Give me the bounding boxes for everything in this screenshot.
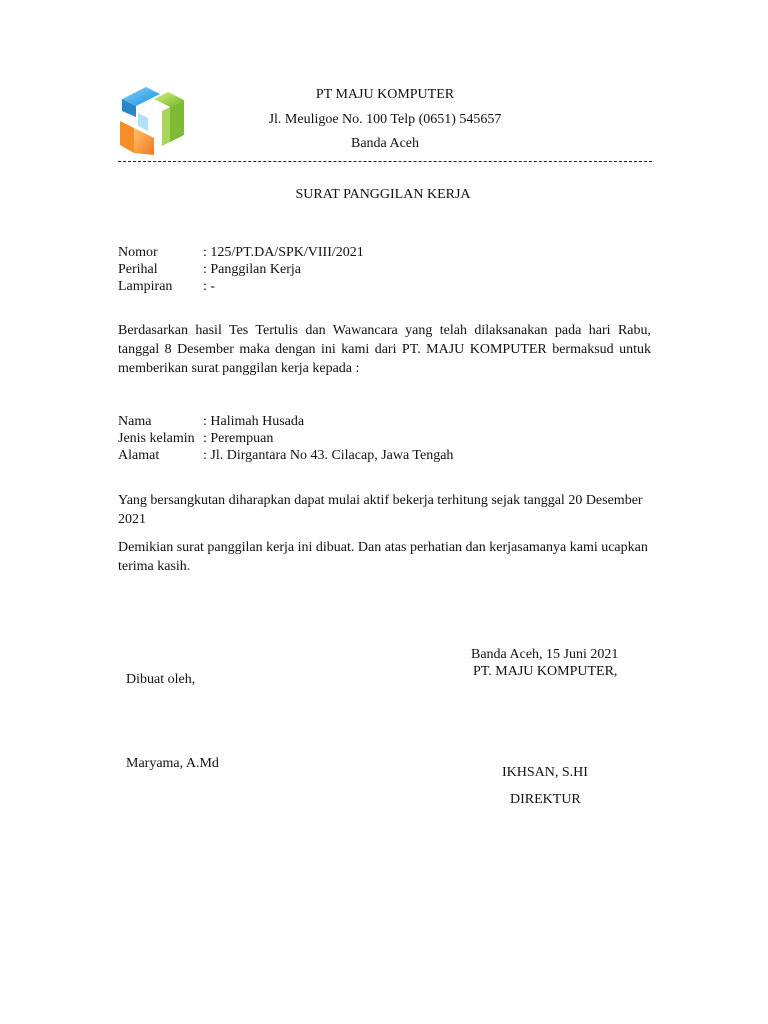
- recipient-value: : Jl. Dirgantara No 43. Cilacap, Jawa Tengah: [203, 448, 454, 463]
- company-name: PT MAJU KOMPUTER: [315, 87, 455, 102]
- place-date: Banda Aceh, 15 Juni 2021: [471, 647, 619, 662]
- recipient-row: [118, 413, 658, 430]
- recipient-row: [118, 447, 658, 464]
- meta-value: : 125/PT.DA/SPK/VIII/2021: [203, 245, 364, 260]
- recipient-key: Nama: [118, 414, 152, 429]
- meta-value: : Panggilan Kerja: [203, 262, 301, 277]
- company-city: Banda Aceh: [350, 136, 420, 151]
- company-logo-icon: [118, 83, 188, 157]
- meta-row: [118, 261, 658, 278]
- signer-name: IKHSAN, S.HI: [502, 765, 588, 780]
- meta-key: Perihal: [118, 262, 158, 277]
- recipient-key: Jenis kelamin: [118, 431, 195, 446]
- signing-company: PT. MAJU KOMPUTER,: [473, 664, 618, 679]
- recipient-row: [118, 430, 658, 447]
- meta-value: : -: [203, 279, 216, 294]
- meta-row: [118, 278, 658, 295]
- signer-position: DIREKTUR: [510, 792, 581, 807]
- meta-key: Nomor: [118, 245, 158, 260]
- intro-paragraph: Berdasarkan hasil Tes Tertulis dan Wawancara yang telah dilaksanakan pada hari Rabu, tanggal 8 Desember maka dengan ini kami dari PT. MAJU KOMPUTER bermaksud untuk memberikan surat panggilan kerja kepada :: [118, 323, 651, 376]
- company-address: Jl. Meuligoe No. 100 Telp (0651) 545657: [268, 112, 502, 127]
- recipient-key: Alamat: [118, 448, 160, 463]
- prepared-by-label: Dibuat oleh,: [126, 672, 196, 687]
- meta-key: Lampiran: [118, 279, 173, 294]
- closing-paragraph: Demikian surat panggilan kerja ini dibuat. Dan atas perhatian dan kerjasamanya kami ucapkan terima kasih.: [118, 540, 648, 574]
- header-divider: [118, 161, 652, 162]
- recipient-value: : Halimah Husada: [203, 414, 305, 429]
- preparer-name: Maryama, A.Md: [126, 756, 219, 771]
- letter-title: SURAT PANGGILAN KERJA: [295, 187, 471, 202]
- recipient-value: : Perempuan: [203, 431, 274, 446]
- meta-row: [118, 244, 658, 261]
- start-date-paragraph: Yang bersangkutan diharapkan dapat mulai aktif bekerja terhitung sejak tanggal 20 Desember 2021: [118, 493, 643, 527]
